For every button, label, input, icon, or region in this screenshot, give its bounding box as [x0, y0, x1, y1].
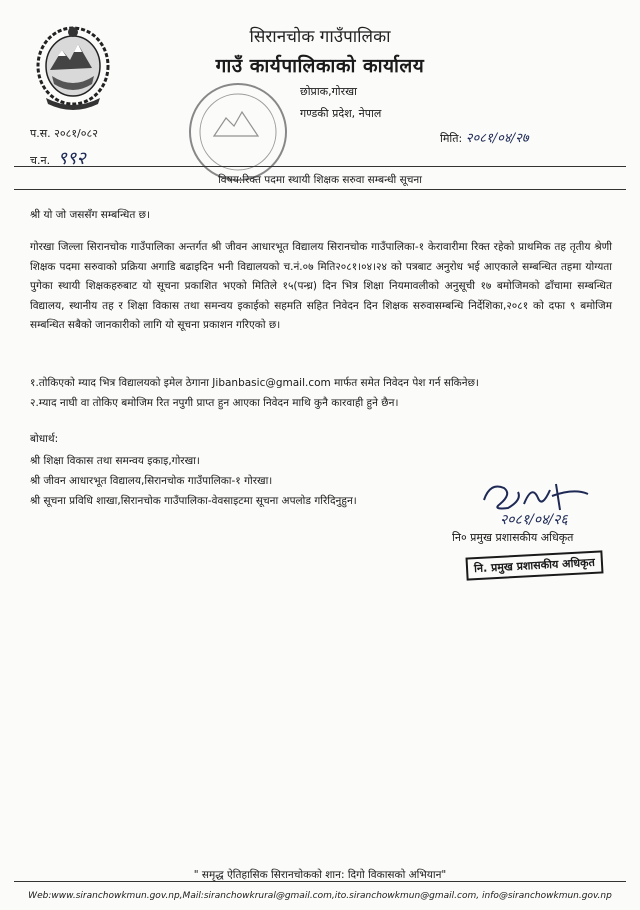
footer-slogan: " समृद्ध ऐतिहासिक सिरानचोकको शान: दिगो विकासको अभियान"	[193, 869, 447, 881]
chalani-label: च.न.	[30, 154, 51, 167]
footer-contacts: Web:www.siranchowkmun.gov.np,Mail:siranchowkrural@gmail.com,ito.siranchowkmun@gmail.com, info@siranchowkmun.gov.np	[28, 891, 612, 901]
signature-date: २०८१/०४/२६	[500, 512, 568, 528]
bodhartha-label: बोधार्थ:	[30, 433, 59, 445]
officer-title-stamp: नि. प्रमुख प्रशासकीय अधिकृत	[465, 550, 603, 580]
notice-subject: विषय:रिक्त पदमा स्थायी शिक्षक सरुवा सम्बन्धी सूचना	[218, 174, 422, 186]
patra-sankhya: प.स. २०८१/०८२	[30, 127, 98, 140]
header-divider-top	[14, 166, 626, 167]
office-address-line1: छोप्राक,गोरखा	[300, 85, 358, 98]
chalani-number: ९९२	[57, 148, 86, 169]
footer-divider	[14, 881, 626, 882]
office-seal-icon	[186, 80, 290, 184]
date-value: २०८१/०४/२७	[465, 131, 529, 146]
instruction-item-2: २.म्याद नाघी वा तोकिए बमोजिम रित नपुगी प्राप्त हुन आएका निवेदन माथि कुनै कारवाही हुने छैन।	[30, 397, 399, 409]
notice-body-paragraph: गोरखा जिल्ला सिरानचोक गाउँपालिका अन्तर्गत श्री जीवन आधारभूत विद्यालय सिरानचोक गाउँपालिका-१ केरावारीमा रिक्त रहेको प्राथमिक तह तृतीय श्रेणी शिक्षक पदमा सरुवाको प्रक्रिया अगाडि बढाइदिन भनी विद्यालयको च.नं.०७ मिति२०८१।०४।२४ को पत्रबाट अनुरोध भई आएकाले सम्बन्धित तहमा योग्यता पुगेका स्थायी शिक्षकहरुबाट यो सूचना प्रकाशित भएको मितिले १५(पन्ध्र) दिन भित्र शिक्षा नियमावलीको अनुसूची १७ बमोजिमको ढाँचामा सम्बन्धित विद्यालय, स्थानीय तह र शिक्षा विकास तथा समन्वय इकाईको सहमति सहित निवेदन दिन शिक्षक सरुवासम्बन्धि निर्देशिका,२०८१ को दफा ९ बमोजिम सम्बन्धित सबैको जानकारीको लागि यो सूचना प्रकाशन गरिएको छ।	[30, 241, 612, 331]
salutation: श्री यो जो जससँग सम्बन्धित छ।	[30, 209, 150, 221]
cc-item-1: श्री शिक्षा विकास तथा समन्वय इकाइ,गोरखा।	[30, 455, 200, 467]
signature-icon	[478, 470, 602, 532]
office-name: गाउँ कार्यपालिकाको कार्यालय	[215, 55, 425, 77]
officer-title: नि० प्रमुख प्रशासकीय अधिकृत	[452, 531, 574, 544]
date-row	[440, 128, 529, 146]
cc-item-2: श्री जीवन आधारभूत विद्यालय,सिरानचोक गाउँपालिका-१ गोरखा।	[30, 475, 273, 487]
instruction-item-1: १.तोकिएको म्याद भित्र विद्यालयको इमेल ठेगाना Jibanbasic@gmail.com मार्फत समेत निवेदन पेश गर्न सकिनेछ।	[30, 377, 479, 389]
cc-item-3: श्री सूचना प्रविधि शाखा,सिरानचोक गाउँपालिका-वेवसाइटमा सूचना अपलोड गरिदिनुहुन।	[30, 495, 357, 507]
office-address-line2: गण्डकी प्रदेश, नेपाल	[300, 107, 382, 120]
date-label: मिति:	[440, 132, 463, 145]
header-divider-bottom	[14, 189, 626, 190]
municipality-name: सिरानचोक गाउँपालिका	[249, 27, 391, 47]
